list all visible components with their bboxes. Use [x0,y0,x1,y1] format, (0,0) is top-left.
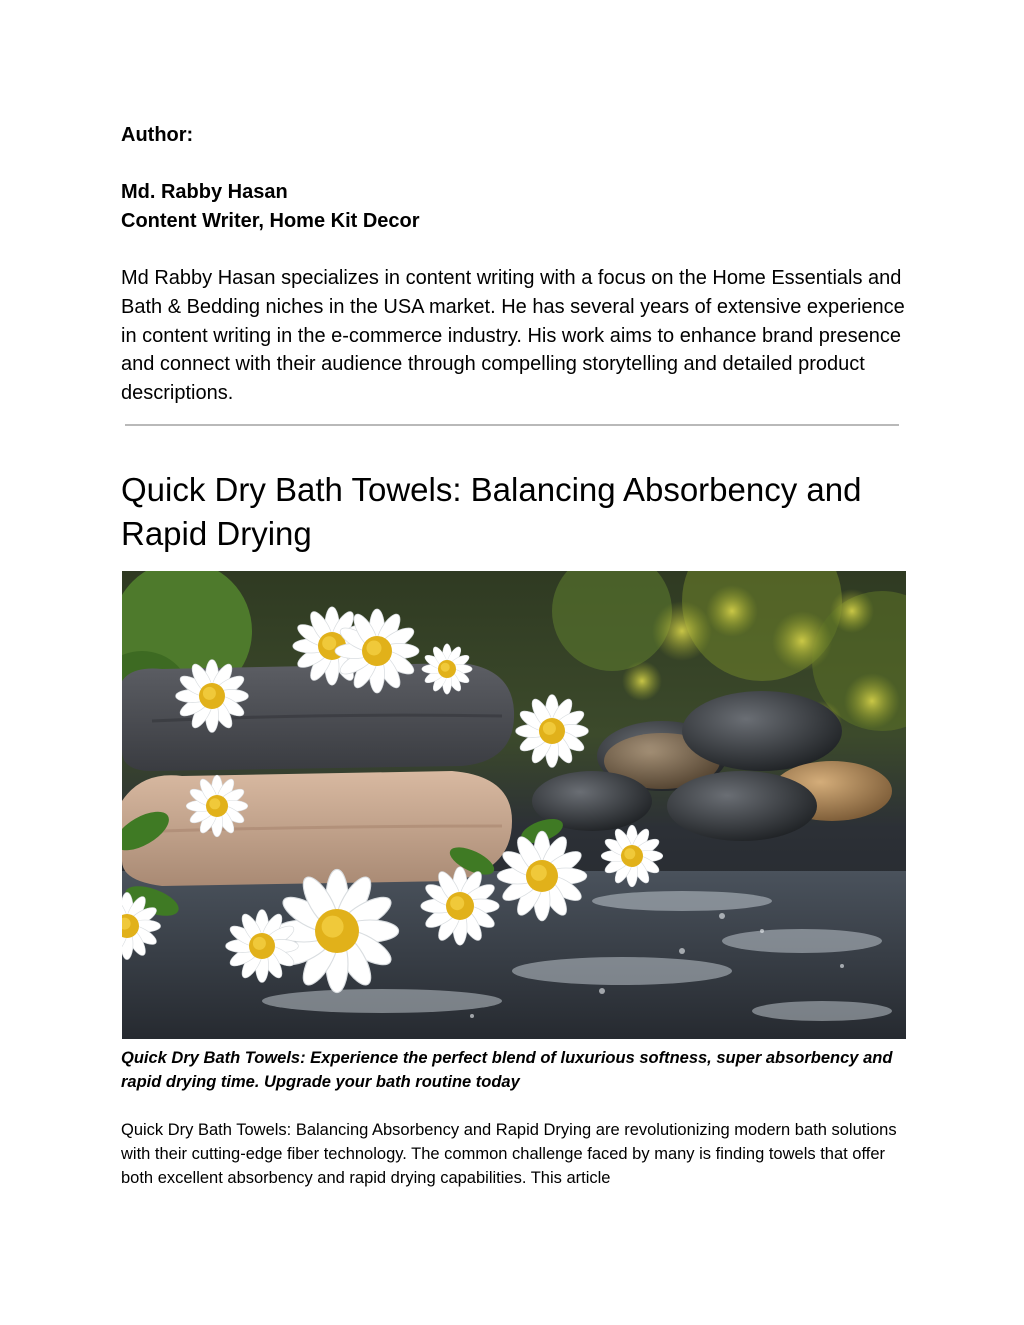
author-bio: Md Rabby Hasan specializes in content writing with a focus on the Home Essentials and Bath & Bedding niches in the USA market. He has several years of extensive experience in content writing in the e-commerce industry. His work aims to enhance brand presence and connect with their audience through compelling storytelling and detailed product descriptions. [121,267,905,405]
horizontal-divider [125,424,899,426]
article-title: Quick Dry Bath Towels: Balancing Absorbency and Rapid Drying [121,471,862,552]
hero-image [122,571,906,1039]
author-name: Md. Rabby Hasan [121,181,288,203]
author-label: Author: [121,124,194,146]
article-body: Quick Dry Bath Towels: Balancing Absorbency and Rapid Drying are revolutionizing modern bath solutions with their cutting-edge fiber technology. The common challenge faced by many is finding towels that offer both excellent absorbency and rapid drying capabilities. This article [121,1121,897,1187]
image-caption: Quick Dry Bath Towels: Experience the perfect blend of luxurious softness, super absorbency and rapid drying time. Upgrade your bath routine today [121,1049,893,1091]
author-role: Content Writer, Home Kit Decor [121,210,420,232]
